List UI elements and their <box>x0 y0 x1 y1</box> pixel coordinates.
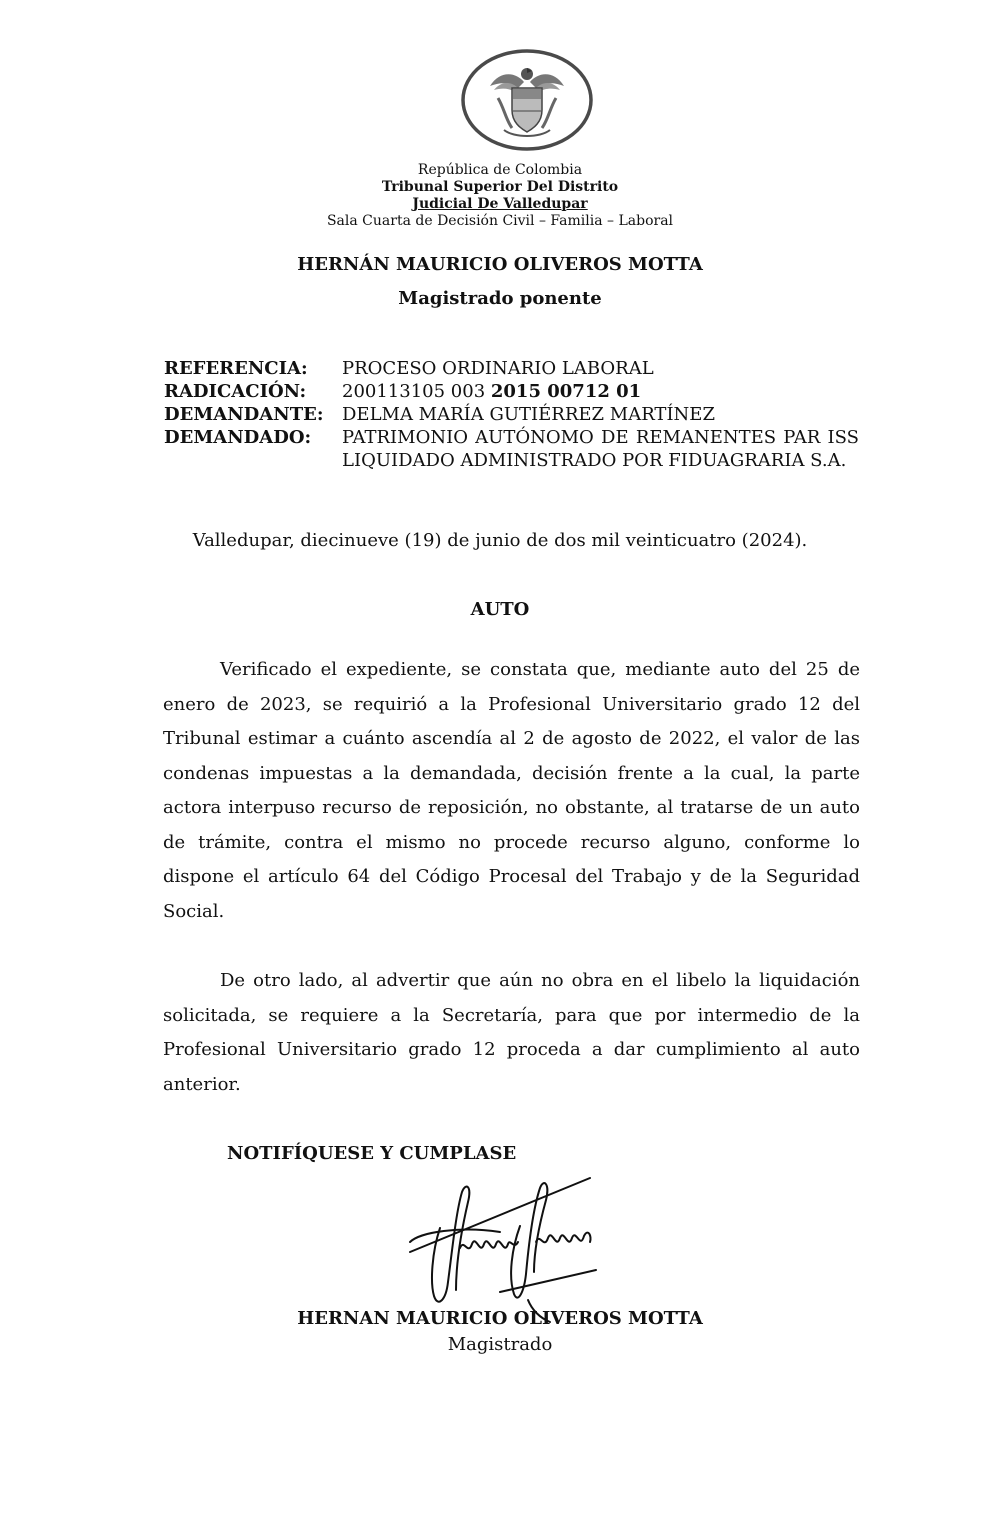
paragraph-1: Verificado el expediente, se constata que, mediante auto del 25 de enero de 2023, se requirió a la Profesional Universitario grado 12 del Tribunal estimar a cuánto ascendía al 2 de agosto de 2022, el valor de las condenas impuestas a la demandada, decisión frente a la cual, la parte actora interpuso recurso de reposición, no obstante, al tratarse de un auto de trámite, contra el mismo no procede recurso alguno, conforme lo dispone el artículo 64 del Código Procesal del Trabajo y de la Seguridad Social. <box>163 659 860 922</box>
auto-title: AUTO <box>470 599 530 620</box>
magistrate-name: HERNÁN MAURICIO OLIVEROS MOTTA <box>297 254 703 275</box>
value-demandado: PATRIMONIO AUTÓNOMO DE REMANENTES PAR ISS LIQUIDADO ADMINISTRADO POR FIDUAGRARIA S.A. <box>342 427 859 471</box>
tribunal-line-1: Tribunal Superior Del Distrito <box>381 179 619 195</box>
date-line: Valledupar, diecinueve (19) de junio de dos mil veinticuatro (2024). <box>192 530 808 551</box>
republic-line: República de Colombia <box>417 162 583 178</box>
tribunal-line-2: Judicial De Valledupar <box>412 196 588 212</box>
label-demandante: DEMANDANTE: <box>164 404 324 425</box>
signature-role: Magistrado <box>447 1334 553 1355</box>
label-referencia: REFERENCIA: <box>164 358 308 379</box>
radicacion-number: 2015 00712 01 <box>490 381 642 402</box>
coat-of-arms-icon <box>460 48 594 152</box>
value-demandante: DELMA MARÍA GUTIÉRREZ MARTÍNEZ <box>342 404 715 425</box>
label-radicacion: RADICACIÓN: <box>164 381 307 402</box>
value-referencia: PROCESO ORDINARIO LABORAL <box>342 358 654 379</box>
magistrate-role: Magistrado ponente <box>398 288 602 309</box>
radicacion-prefix: 200113105 003 <box>342 381 491 402</box>
closing-formula: NOTIFÍQUESE Y CUMPLASE <box>227 1143 517 1164</box>
value-radicacion <box>342 380 859 403</box>
label-demandado: DEMANDADO: <box>164 427 312 448</box>
chamber-line: Sala Cuarta de Decisión Civil – Familia – Laboral <box>326 213 674 229</box>
paragraph-2: De otro lado, al advertir que aún no obra en el libelo la liquidación solicitada, se requiere a la Secretaría, para que por intermedio de la Profesional Universitario grado 12 proceda a dar cumplimiento al auto anterior. <box>163 970 860 1095</box>
signature-name: HERNAN MAURICIO OLIVEROS MOTTA <box>297 1308 703 1329</box>
